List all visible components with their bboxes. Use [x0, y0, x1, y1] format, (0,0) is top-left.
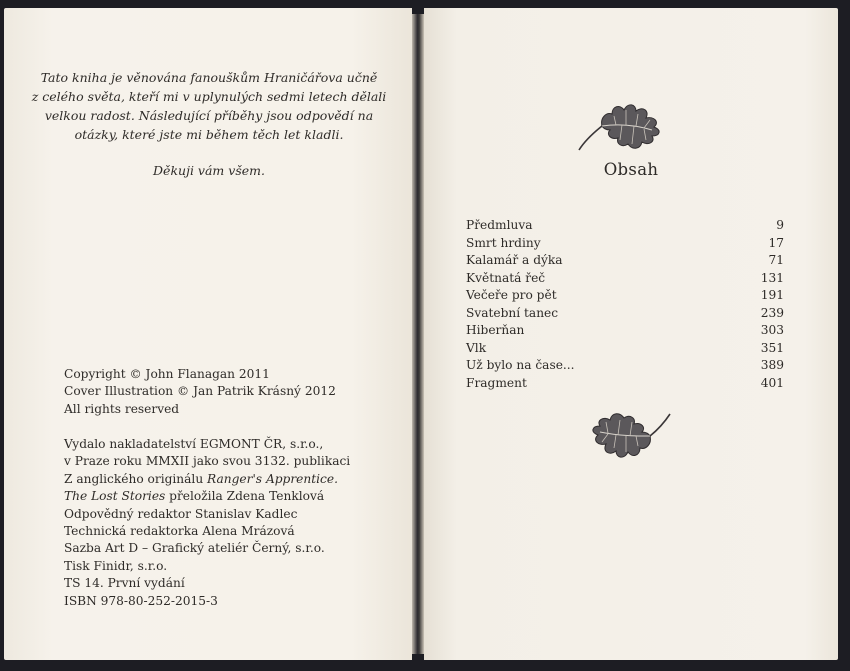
- toc-entry-title: Fragment: [466, 375, 527, 390]
- toc-entry: [466, 252, 784, 270]
- dedication-thanks: Děkuji vám všem.: [153, 163, 265, 178]
- toc-entry-page: 239: [760, 305, 784, 320]
- toc-entry-page: 17: [768, 235, 784, 250]
- publisher-line: Vydalo nakladatelství EGMONT ČR, s.r.o.,: [64, 437, 324, 451]
- toc-entry-page: 401: [760, 375, 784, 390]
- isbn-line: ISBN 978-80-252-2015-3: [64, 593, 218, 608]
- toc-entry-title: Kalamář a dýka: [466, 253, 563, 267]
- toc-entry: [466, 270, 784, 288]
- toc-entry: [466, 235, 784, 253]
- toc-entry-title: Předmluva: [466, 218, 533, 232]
- toc-entry: [466, 305, 784, 323]
- typesetting-line: Sazba Art D – Grafický ateliér Černý, s.r.o.: [64, 541, 325, 556]
- oak-leaf-icon: [576, 94, 674, 164]
- publication-block: [64, 436, 394, 610]
- copyright-line: Copyright © John Flanagan 2011: [64, 367, 270, 381]
- copyright-line: Cover Illustration © Jan Patrik Krásný 2012: [64, 384, 336, 399]
- translator-line: [64, 488, 394, 505]
- toc-entry-page: 131: [760, 270, 784, 285]
- translator-text: přeložila Zdena Tenklová: [165, 489, 325, 504]
- oak-leaf-icon: [576, 406, 674, 470]
- original-title: Ranger's Apprentice.: [207, 471, 338, 486]
- editor-line: Odpovědný redaktor Stanislav Kadlec: [64, 506, 298, 521]
- copyright-block: [64, 366, 394, 418]
- dedication-line: z celého světa, kteří mi v uplynulých sedmi letech dělali: [31, 89, 387, 104]
- toc-entry-title: Květnatá řeč: [466, 270, 546, 285]
- toc-entry-page: 303: [760, 323, 784, 337]
- dedication-line: Tato kniha je věnována fanouškům Hraničářova učně: [40, 70, 378, 85]
- dedication-line: velkou radost. Následující příběhy jsou odpovědí na: [44, 108, 374, 123]
- table-of-contents: [466, 217, 784, 392]
- toc-entry-page: 71: [768, 253, 784, 267]
- copyright-line: All rights reserved: [64, 401, 180, 416]
- original-subtitle: The Lost Stories: [64, 489, 166, 504]
- publication-number-line: v Praze roku MMXII jako svou 3132. publikaci: [64, 454, 351, 469]
- toc-entry: [466, 322, 784, 340]
- original-title-line: [64, 471, 394, 488]
- printer-line: Tisk Finidr, s.r.o.: [64, 558, 168, 573]
- dedication-line: otázky, které jste mi během těch let kladli.: [74, 127, 344, 142]
- toc-entry-page: 191: [760, 288, 784, 302]
- toc-entry-title: Smrt hrdiny: [466, 235, 541, 250]
- toc-entry-title: Hiberňan: [466, 323, 525, 337]
- toc-entry: [466, 375, 784, 393]
- toc-entry: [466, 357, 784, 375]
- toc-entry: [466, 287, 784, 305]
- toc-entry-page: 9: [776, 218, 784, 232]
- toc-entry-title: Svatební tanec: [466, 305, 559, 320]
- left-page: [4, 8, 412, 660]
- technical-editor-line: Technická redaktorka Alena Mrázová: [64, 524, 295, 539]
- book-gutter: [412, 14, 424, 654]
- original-title-prefix: Z anglického originálu: [64, 471, 208, 486]
- toc-title: Obsah: [603, 160, 659, 179]
- toc-entry-title: Večeře pro pět: [466, 288, 557, 302]
- toc-entry-page: 389: [760, 358, 784, 372]
- toc-entry-title: Už bylo na čase...: [466, 358, 575, 372]
- toc-entry: [466, 217, 784, 235]
- toc-entry-page: 351: [760, 340, 784, 355]
- toc-entry-title: Vlk: [466, 340, 487, 355]
- edition-line: TS 14. První vydání: [64, 576, 185, 591]
- right-page: [424, 8, 838, 660]
- toc-entry: [466, 340, 784, 358]
- dedication: [24, 68, 394, 180]
